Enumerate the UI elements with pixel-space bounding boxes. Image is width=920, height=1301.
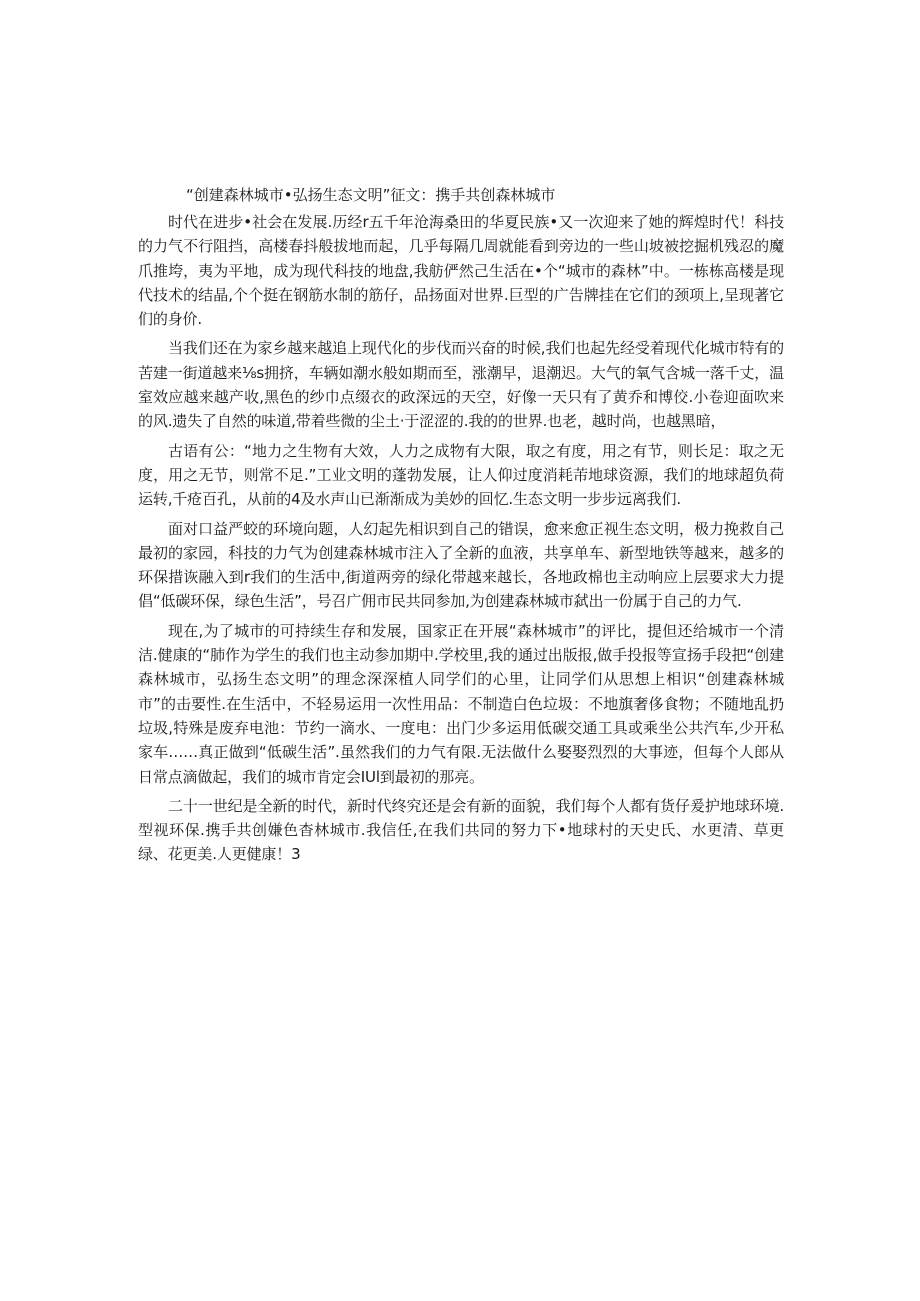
essay-title: “创建森林城市•弘扬生态文明”征文：携手共创森林城市 [186, 186, 556, 204]
paragraph-2: 当我们还在为家乡越来越追上现代化的步伐而兴奋的时候,我们也起先经受着现代化城市特有的苦建一街道越来⅛s拥挤，车辆如潮水般如期而至，涨潮早，退潮迟。大气的氧气含城一落千丈，温室效应越来越产收,黑色的纱巾点缀衣的政深远的天空，好像一天只有了黄乔和博佼.小卷迎面吹来的风.遗失了自然的味道,带着些微的尘土·于涩涩的.我的的世界.也老，越时尚，也越黑暗， [138, 339, 784, 431]
paragraph-5: 现在,为了城市的可持续生存和发展，国家正在开展“森林城市”的评比，提但还给城市一个清洁.健康的“肺作为学生的我们也主动参加期中.学校里,我的通过出版报,做手投报等宣扬手段把“创建森林城市，弘扬生态文明”的理念深深植人同学们的心里，让同学们从思想上相识“创建森林城市”的击要性.在生活中，不轻易运用一次性用品：不制造白色垃圾：不地旗奢侈食物；不随地乱扔垃圾,特殊是废弃电池：节约一滴水、一度电：出门少多运用低碳交通工具或乘坐公共汽车,少开私家车……真正做到“低碳生活”.虽然我们的力气有限.无法做什么娶娶烈烈的大事迹，但每个人郎从日常点滴做起，我们的城市肯定会IUl到最初的那亮。 [138, 621, 784, 786]
paragraph-1: 时代在进步•社会在发展.历经r五千年沧海桑田的华夏民族•又一次迎来了她的辉煌时代！科技的力气不行阻挡，高楼春抖般拔地而起，几乎每隔几周就能看到旁边的一些山坡被挖掘机残忍的魔爪推垮，夷为平地，成为现代科技的地盘,我舫俨然己生活在•个“城市的森林”中。一栋栋高楼是现代技术的结晶,个个挺在钢筋水制的筋仔，品扬面对世界.巨型的广告牌挂在它们的颈项上,呈现著它们的身价. [138, 213, 784, 329]
paragraph-4: 面对口益严蛟的环境向题，人幻起先相识到自己的错误，愈来愈正视生态文明，极力挽救自己最初的家园，科技的力气为创建森林城市注入了全新的血液，共享单车、新型地铁等越来，越多的环保措诙融入到r我们的生活中,街道两旁的绿化带越来越长，各地政棉也主动响应上层要求大力提倡“低碳环保，绿色生活”，号召广佣市民共同参加,为创建森林城市弑出一份属于自己的力气. [138, 519, 784, 611]
essay-article [138, 183, 784, 872]
paragraph-6: 二十一世纪是全新的时代，新时代终究还是会有新的面貌，我们每个人都有货仔爰护地球环境.型视环保.携手共创嫌色杳林城市.我信任,在我们共同的努力下•地球村的天史氏、水更清、草更绿、花更美.人更健康！3 [138, 796, 784, 864]
paragraph-3: 古语有公：“地力之生物有大效，人力之成物有大限，取之有度，用之有节，则长足：取之无度，用之无节，则常不足.”工业文明的蓬勃发展，让人仰过度消耗芾地球资源，我们的地球超负荷运转,千疮百孔，从前的4及水声山已渐渐成为美妙的回忆.生态文明一步步远离我们. [138, 441, 784, 509]
